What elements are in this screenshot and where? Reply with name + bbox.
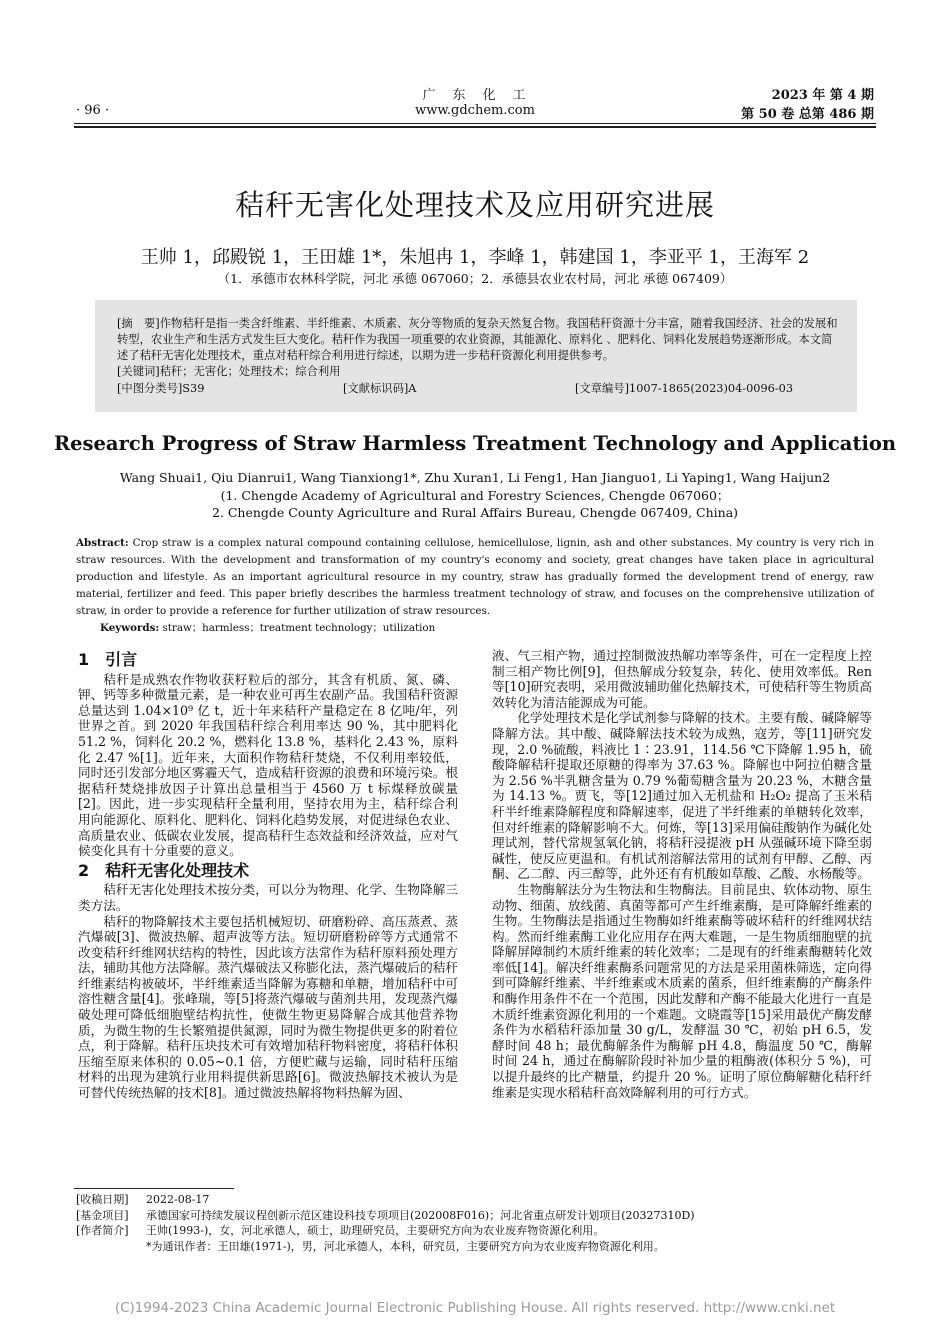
header-rule: [74, 123, 876, 124]
fund-text: 承德国家可持续发展议程创新示范区建设科技专项项目(202008F016)；河北省重点研发计划项目(20327310D): [146, 1208, 695, 1222]
keywords-en-label: Keywords:: [100, 622, 160, 634]
header-rule-thick: [74, 126, 876, 128]
body-left-column: [78, 648, 458, 1101]
fund-label: [基金项目]: [76, 1208, 129, 1222]
affiliation-en: [0, 487, 950, 521]
doc-code: [文献标识码]A: [343, 382, 417, 395]
author-bio-label: [作者简介]: [76, 1224, 129, 1237]
article-number: [文章编号]1007-1865(2023)04-0096-03: [575, 382, 794, 395]
authors-cn: 王帅 1，邱殿锐 1，王田雄 1*，朱旭冉 1，李峰 1，韩建国 1，李亚平 1，王海军 2: [140, 247, 810, 268]
footnote-rule: [74, 1188, 234, 1189]
corresponding-author: *为通讯作者：王田雄(1971-)，男，河北承德人，本科，研究员，主要研究方向为农业废弃物资源化利用。: [146, 1239, 665, 1253]
section-2-paragraph-2: 秸秆的物降解技术主要包括机械短切、研磨粉碎、高压蒸煮、蒸汽爆破[3]、微波热解、超声波等方法。短切研磨粉碎等方式通常不改变秸秆纤维网状结构的特性，因此该方法常作为秸秆原料预处理方法，辅助其他方法降解。蒸汽爆破法又称膨化法，蒸汽爆破后的秸秆纤维素结构被破坏，半纤维素适当降解为寡糖和单糖，增加秸秆中可溶性糖含量[4]。张峰瑞，等[5]将蒸汽爆破与菌剂共用，发现蒸汽爆破处理可降低细胞壁结构抗性，使微生物更易降解合成其他营养物质，为微生物的生长繁殖提供氮源，同时为微生物提供更多的附着位点，利于降解。秸秆压块技术可有效增加秸秆物料密度，将秸秆体积压缩至原来体积的 0.05~0.1 倍，方便贮藏与运输，同时秸秆压缩材料的出现为建筑行业用料提供新思路[6]。微波热解技术被认为是可替代传统热解的技术[8]。通过微波热解将物料热解为固、: [78, 913, 458, 1101]
affiliation-en-1: (1. Chengde Academy of Agricultural and Forestry Sciences, Chengde 067060；: [220, 488, 730, 503]
right-paragraph-2: 化学处理技术是化学试剂参与降解的技术。主要有酸、碱降解等降解方法。其中酸、碱降解法技术较为成熟，寇芳，等[11]研究发现，2.0 %硫酸，料液比 1∶23.91，114.56 ℃下降解 1.95 h，硫酸降解秸秆提取还原糖的得率为 37.63 %。降解也中阿拉伯糖含量为 2.56 %半乳糖含量为 0.79 %葡萄糖含量为 20.23 %，木糖含量为 14.13 %。贾飞，等[12]通过加入无机盐和 H₂O₂ 提高了玉米秸秆半纤维素降解程度和降解速率，促进了半纤维素的单糖转化效率，但对纤维素的降解影响不大。何炼，等[13]采用偏硅酸钠作为碱化处理试剂，替代常规氢氧化钠，将秸秆浸提液 pH 从强碱环境下降至弱碱性，使反应更温和。有机试剂溶解法常用的试剂有甲醇、乙醇、丙酮、乙二醇、丙三醇等，此外还有有机酸如草酸、乙酸、水杨酸等。: [492, 710, 872, 882]
abstract-en-label: Abstract:: [76, 537, 129, 549]
title-en: Research Progress of Straw Harmless Treatment Technology and Application: [53, 432, 897, 455]
abstract-cn: [117, 316, 842, 364]
abstract-cn-box: [95, 300, 857, 412]
section-2-heading: 2 秸秆无害化处理技术: [78, 860, 250, 880]
right-paragraph-1: 液、气三相产物，通过控制微波热解功率等条件，可在一定程度上控制三相产物比例[9]，但热解成分较复杂，转化、使用效率低。Ren 等[10]研究表明，采用微波辅助催化热解技术，可使秸秆等生物质高效转化为清洁能源成为可能。: [492, 648, 872, 710]
clc-number: [中图分类号]S39: [117, 382, 205, 395]
page-number: · 96 ·: [76, 103, 110, 118]
authors-en: Wang Shuai1, Qiu Dianrui1, Wang Tianxiong1*, Zhu Xuran1, Li Feng1, Han Jianguo1, Li Yaping1, Wang Haijun2: [119, 470, 831, 485]
journal-site: www.gdchem.com: [415, 103, 535, 118]
title-cn: 秸秆无害化处理技术及应用研究进展: [234, 188, 715, 222]
section-2-paragraph-1: 秸秆无害化处理技术按分类，可以分为物理、化学、生物降解三类方法。: [78, 882, 458, 913]
section-1-paragraph: 秸秆是成熟农作物收获籽粒后的部分，其含有机质、氮、磷、钾、钙等多种微量元素，是一种农业可再生农副产品。我国秸秆资源总量达到 1.04×10⁹ 亿 t，近十年来秸秆产量稳定在 8 亿吨/年，列世界之首。到 2020 年我国秸秆综合利用率达 90 %，其中肥料化 51.2 %，饲料化 20.2 %，燃料化 13.8 %，基料化 2.43 %，原料化 2.47 %[1]。近年来，大面积作物秸秆焚烧，不仅利用率较低，同时还引发部分地区雾霾天气，造成秸秆资源的浪费和环境污染。根据秸秆焚烧排放因子计算出总量相当于 4560 万 t 标煤释放碳量[2]。因此，进一步实现秸秆全量利用，坚持农用为主，秸秆综合利用向能源化、原料化、肥料化、饲料化趋势发展，对促进绿色农业、高质量农业、低碳农业发展，提高秸秆生态效益和经济效益，应对气候变化具有十分重要的意义。: [78, 671, 458, 859]
copyright-footer: (C)1994-2023 China Academic Journal Electronic Publishing House. All rights reserved. http://www.cnki.net: [114, 1300, 836, 1316]
abstract-cn-text: 作物秸秆是指一类含纤维素、半纤维素、木质素、灰分等物质的复杂天然复合物。我国秸秆资源十分丰富，随着我国经济、社会的发展和转型，农业生产和生活方式发生巨大变化。秸秆作为我国一项重要的农业资源，其能源化、原料化 、肥料化、饲料化发展趋势逐渐形成。本文简述了秸秆无害化处理技术，重点对秸秆综合利用进行综述，以期为进一步秸秆资源化利用提供参考。: [117, 317, 838, 362]
footnotes: [76, 1192, 876, 1254]
right-paragraph-3: 生物酶解法分为生物法和生物酶法。目前昆虫、软体动物、原生动物、细菌、放线菌、真菌等都可产生纤维素酶，是可降解纤维素的生物。生物酶法是指通过生物酶如纤维素酶等破坏秸秆的纤维网状结构。然而纤维素酶工业化应用存在两大难题，一是生物质细胞壁的抗降解屏障制约木质纤维素的转化效率；二是现有的纤维素酶糖转化效率低[14]。解决纤维素酶系问题常见的方法是采用菌株筛选，定向得到可降解纤维素、半纤维素或木质素的菌系，但纤维素酶的产酶条件和酶作用条件不在一个范围，因此发酵和产酶不能最大化进行一直是木质纤维素资源化利用的一个难题。文晓霞等[15]采用最优产酶发酵条件为水稻秸秆添加量 30 g/L，发酵温 30 ℃，初始 pH 6.5，发酵时间 48 h；最优酶解条件为酶解 pH 4.8，酶温度 50 ℃，酶解时间 24 h，通过在酶解阶段时补加少量的粗酶液(体积分 5 %)，可以提升最终的比产糖量，约提升 20 %。证明了原位酶解糖化秸秆纤维素是实现水稻秸秆高效降解利用的可行方式。: [492, 881, 872, 1100]
abstract-cn-label: [摘 要]: [117, 317, 160, 330]
affiliation-cn: （1．承德市农林科学院，河北 承德 067060；2．承德县农业农村局，河北 承德 067409）: [217, 271, 733, 286]
abstract-en: [76, 535, 874, 637]
journal-name: 广 东 化 工: [422, 88, 528, 103]
keywords-en-text: straw；harmless；treatment technology；utilization: [159, 622, 436, 634]
received-date: 2022-08-17: [146, 1193, 210, 1206]
keywords-cn: [关键词]秸秆；无害化；处理技术；综合利用: [117, 365, 341, 378]
author-bio: 王帅(1993-)，女，河北承德人，硕士，助理研究员，主要研究方向为农业废弃物资源化利用。: [146, 1224, 605, 1237]
abstract-en-text: Crop straw is a complex natural compound containing cellulose, hemicellulose, lignin, ash and other substances. My country is very rich in straw resources. With the development and transformation of my country's economy and society, great changes have taken place in agricultural production and lifestyle. As an important agricultural resource in my country, straw has gradually formed the development trend of energy, raw material, fertilizer and feed. This paper briefly describes the harmless treatment technology of straw, and focuses on the comprehensive utilization of straw, in order to provide a reference for further utilization of straw resources.: [76, 537, 874, 617]
section-1-heading: 1 引言: [78, 650, 138, 669]
body-right-column: [492, 648, 872, 1100]
volume-info: 第 50 卷 总第 486 期: [741, 107, 874, 122]
issue-info: 2023 年 第 4 期: [771, 88, 874, 103]
affiliation-en-2: 2. Chengde County Agriculture and Rural Affairs Bureau, Chengde 067409, China): [211, 505, 739, 520]
received-label: [收稿日期]: [76, 1193, 129, 1206]
